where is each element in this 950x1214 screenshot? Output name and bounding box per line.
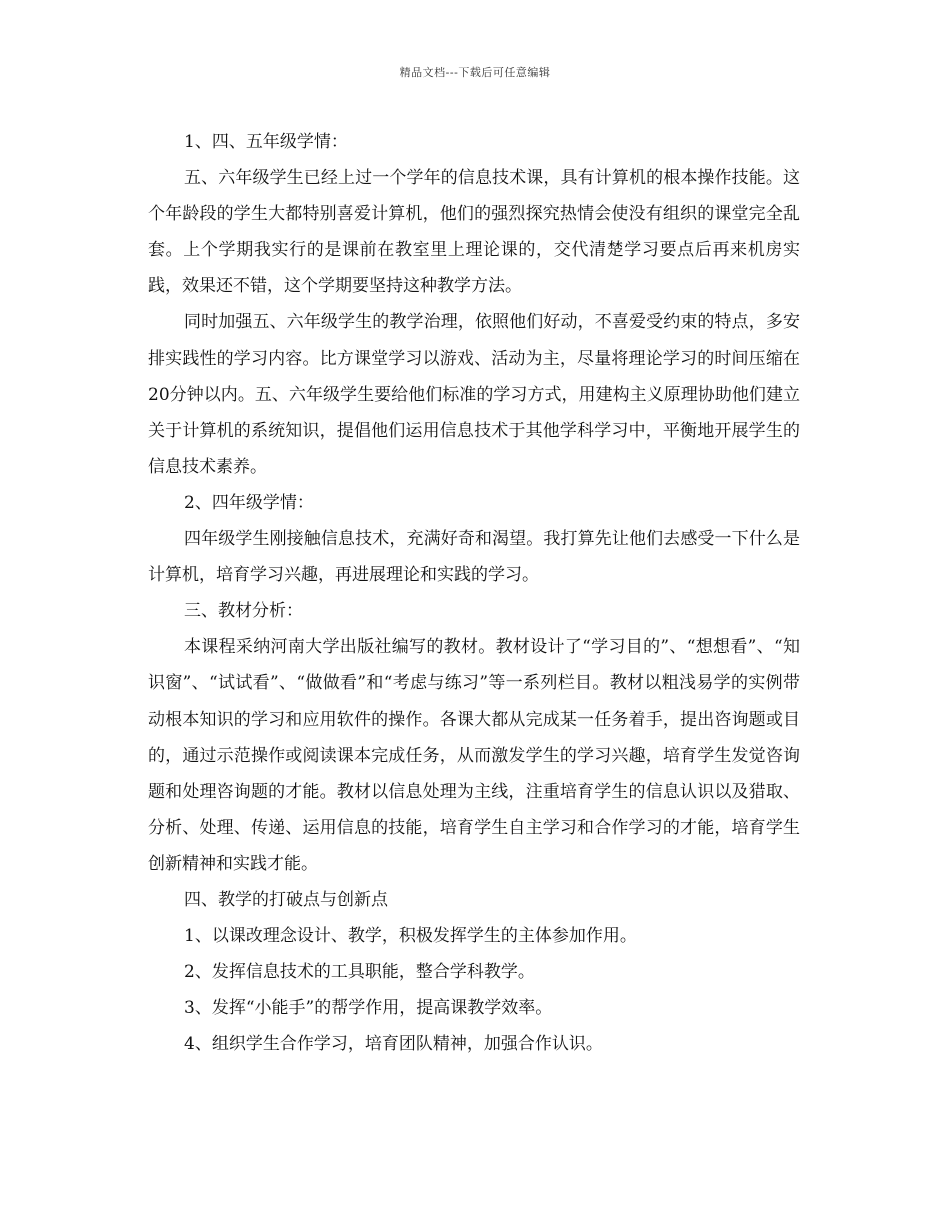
paragraph-textbook-analysis: 本课程采纳河南大学出版社编写的教材。教材设计了“学习目的”、“想想看”、“知识窗”、“试试看”、“做做看”和“考虑与练习”等一系列栏目。教材以粗浅易学的实例带动根本知识的学习和应用软件的操作。各课大都从完成某一任务着手，提出咨询题或目的，通过示范操作或阅读课本完成任务，从而激发学生的学习兴趣，培育学生发觉咨询题和处理咨询题的才能。教材以信息处理为主线，注重培育学生的信息认识以及猎取、分析、处理、传递、运用信息的技能，培育学生自主学习和合作学习的才能，培育学生创新精神和实践才能。 [148, 637, 800, 874]
paragraph-grade-5-6-management: 同时加强五、六年级学生的教学治理，依照他们好动，不喜爱受约束的特点，多安排实践性的学习内容。比方课堂学习以游戏、活动为主，尽量将理论学习的时间压缩在20分钟以内。五、六年级学生要给他们标准的学习方式，用建构主义原理协助他们建立关于计算机的系统知识，提倡他们运用信息技术于其他学科学习中，平衡地开展学生的信息技术素养。 [148, 312, 800, 477]
section-heading-innovation: 四、教学的打破点与创新点 [184, 889, 388, 910]
list-item: 1、以课改理念设计、教学，积极发挥学生的主体参加作用。 [184, 926, 637, 947]
page-header: 精品文档---下载后可任意编辑 [399, 66, 551, 79]
section-heading-grade-4: 2、四年级学情： [184, 492, 314, 513]
paragraph-grade-4: 四年级学生刚接触信息技术，充满好奇和渴望。我打算先让他们去感受一下什么是计算机，培育学习兴趣，再进展理论和实践的学习。 [148, 529, 800, 586]
section-heading-textbook-analysis: 三、教材分析： [184, 601, 303, 622]
list-item: 3、发挥“小能手”的帮学作用，提高课教学效率。 [184, 998, 553, 1019]
paragraph-grade-5-6-overview: 五、六年级学生已经上过一个学年的信息技术课，具有计算机的根本操作技能。这个年龄段的学生大都特别喜爱计算机，他们的强烈探究热情会使没有组织的课堂完全乱套。上个学期我实行的是课前在教室里上理论课的，交代清楚学习要点后再来机房实践，效果还不错，这个学期要坚持这种教学方法。 [148, 168, 800, 297]
list-item: 2、发挥信息技术的工具职能，整合学科教学。 [184, 962, 535, 983]
section-heading-grade-4-5: 1、四、五年级学情： [184, 132, 348, 152]
document-body [148, 124, 800, 1062]
list-item: 4、组织学生合作学习，培育团队精神，加强合作认识。 [184, 1034, 603, 1055]
